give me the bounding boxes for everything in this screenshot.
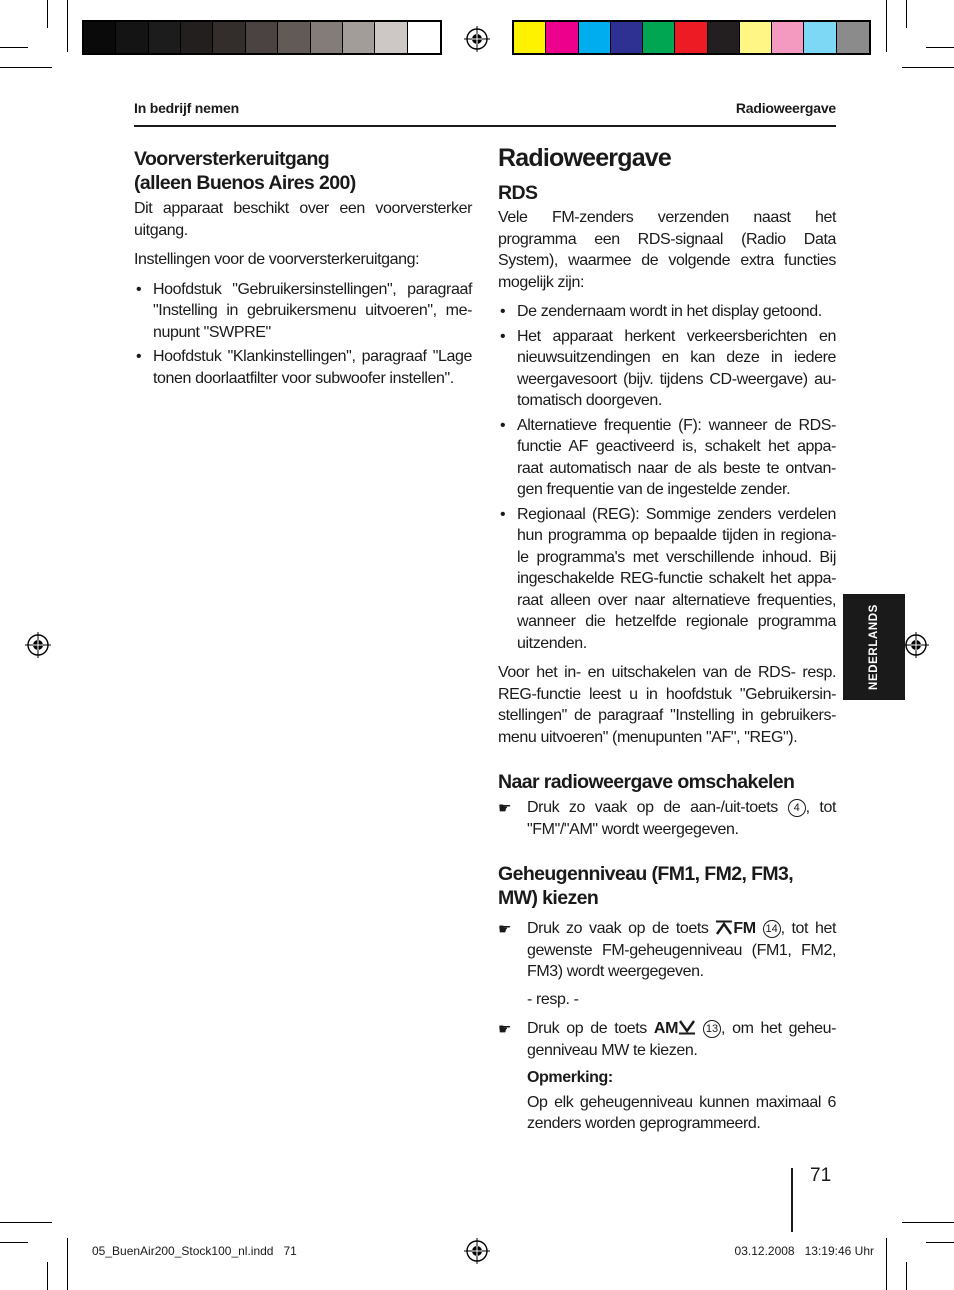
am-key-label: AM: [653, 1020, 679, 1037]
slug-timestamp: 03.12.2008 13:19:46 Uhr: [734, 1244, 874, 1258]
color-swatch: [213, 22, 245, 53]
step-text: , om het geheu-genniveau MW te kiezen.: [527, 1020, 837, 1059]
color-swatch: [343, 22, 375, 53]
registration-mark-top-icon: [464, 26, 490, 52]
page-number: 71: [810, 1165, 832, 1186]
list-item: • Hoofdstuk "Gebruikersinstellingen", paragraaf "Instelling in gebruikersmenu uitvoeren", me-nupunt "SWPRE": [134, 279, 472, 344]
pointing-hand-icon: ☛: [498, 921, 512, 938]
color-swatch: [181, 22, 213, 53]
rds-intro: Vele FM-zenders verzenden naast het programma een RDS-signaal (Radio Data System), waarmee de volgende extra functies mogelijk zijn:: [498, 209, 836, 291]
arrow-down-icon: [678, 1020, 696, 1035]
color-swatch: [311, 22, 343, 53]
color-swatch: [837, 22, 869, 53]
registration-mark-bottom-icon: [464, 1238, 490, 1264]
color-swatch: [546, 22, 578, 53]
memory-heading-line2: MW) kiezen: [498, 887, 599, 909]
switch-radio-heading: Naar radioweergave omschakelen: [498, 771, 795, 793]
language-tab-label: NEDERLANDS: [868, 604, 880, 690]
memory-step-am: [498, 1018, 836, 1061]
step-text: Druk zo vaak op de toets: [527, 920, 709, 937]
key-number-badge: 13: [703, 1020, 721, 1038]
resp-separator: - resp. -: [527, 990, 579, 1008]
preamp-bullet-list: [134, 279, 472, 390]
color-swatch: [708, 22, 740, 53]
color-swatch: [408, 22, 440, 53]
running-head-left: In bedrijf nemen: [134, 100, 239, 116]
step-text: Druk op de toets: [527, 1020, 647, 1037]
color-swatch: [149, 22, 181, 53]
list-item: • Alternatieve frequentie (F): wanneer de RDS-functie AF geactiveerd is, schakelt het appa-raat automatisch naar de als beste te ontvan-gen frequentie van de ingestelde zender.: [498, 415, 836, 501]
step-text: Druk zo vaak op de aan-/uit-toets: [527, 799, 778, 816]
rds-bullet-list: [498, 301, 836, 654]
pointing-hand-icon: ☛: [498, 1021, 512, 1038]
header-rule: [134, 125, 836, 127]
color-swatch: [116, 22, 148, 53]
fm-key-label: FM: [733, 920, 756, 937]
slug-filename: 05_BuenAir200_Stock100_nl.indd 71: [92, 1244, 297, 1258]
color-swatch: [375, 22, 407, 53]
arrow-up-icon: [715, 920, 733, 935]
color-swatch: [740, 22, 772, 53]
rds-outro: Voor het in- en uitschakelen van de RDS- resp. REG-functie leest u in hoofdstuk "Gebruikersin-stellingen" de paragraaf "Instelling in gebruikers-menu uitvoeren" (menupunten "AF", "REG").: [498, 664, 836, 746]
preamp-para2: Instellingen voor de voorversterkeruitgang:: [134, 251, 420, 268]
note-title: Opmerking:: [527, 1069, 613, 1086]
list-item: • Regionaal (REG): Sommige zenders verdelen hun programma op bepaalde tijden in regiona-le programma's met verschillende inhoud. Bij ingeschakelde REG-functie schakelt het appa-raat alleen over naar alternatieve frequenties, wanneer die hetzelfde regionale programma uitzenden.: [498, 504, 836, 655]
color-swatch: [804, 22, 836, 53]
color-swatch: [278, 22, 310, 53]
step-text: , tot "FM"/"AM" wordt weergegeven.: [527, 799, 837, 838]
step-text: , tot het gewenste FM-geheugenniveau (FM1, FM2, FM3) wordt weergegeven.: [527, 920, 836, 980]
memory-level-heading: [498, 862, 836, 910]
key-number-badge: 14: [763, 920, 781, 938]
gray-color-bar: [82, 20, 442, 55]
color-swatch: [579, 22, 611, 53]
note-text: Op elk geheugenniveau kunnen maximaal 6 zenders worden geprogrammeerd.: [527, 1093, 836, 1132]
switch-step: [498, 797, 836, 840]
registration-mark-right-icon: [903, 632, 929, 658]
list-item: • Het apparaat herkent verkeersberichten en nieuwsuitzendingen en kan deze in iedere weergavesoort (bijv. tijdens CD-weergave) au-tomatisch doorgeven.: [498, 326, 836, 412]
color-swatch: [514, 22, 546, 53]
page-title: Radioweergave: [498, 144, 672, 172]
language-side-tab: [843, 594, 905, 700]
pointing-hand-icon: ☛: [498, 800, 512, 817]
preamp-output-heading: [134, 147, 472, 195]
rds-heading: RDS: [498, 182, 538, 204]
left-column: [134, 147, 472, 397]
color-swatch: [675, 22, 707, 53]
color-swatch: [772, 22, 804, 53]
preamp-para1: Dit apparaat beschikt over een voorversterker uitgang.: [134, 200, 472, 239]
list-item: • De zendernaam wordt in het display getoond.: [498, 301, 836, 323]
color-swatch: [643, 22, 675, 53]
color-swatch: [84, 22, 116, 53]
page-number-rule: [791, 1168, 793, 1232]
key-number-badge: 4: [788, 799, 806, 817]
list-item: • Hoofdstuk "Klankinstellingen", paragraaf "Lage tonen doorlaatfilter voor subwoofer instellen".: [134, 346, 472, 389]
registration-mark-left-icon: [25, 632, 51, 658]
running-head-right: Radioweergave: [735, 100, 836, 116]
preamp-heading-line2: (alleen Buenos Aires 200): [134, 172, 356, 194]
memory-heading-line1: Geheugenniveau (FM1, FM2, FM3,: [498, 863, 794, 885]
preamp-heading-line1: Voorversterkeruitgang: [134, 148, 330, 170]
color-swatch: [611, 22, 643, 53]
color-swatch: [246, 22, 278, 53]
right-column: [498, 143, 836, 1143]
process-color-bar: [512, 20, 871, 55]
memory-step-fm: [498, 918, 836, 983]
